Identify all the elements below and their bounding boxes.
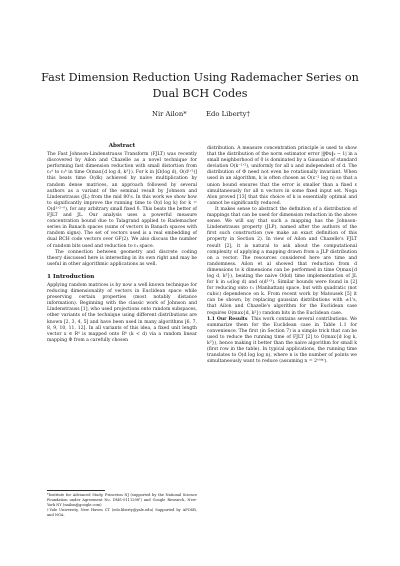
subsection-paragraph	[207, 317, 357, 366]
body-paragraph: It makes sense to abstract the definition of a distribution of mappings that can be used for dimension reduction in the above sense. We will say that such a mapping has the Johnson-Lindenstrauss property (JLP), named after the authors of the first such construction (we make an exact definition of this property in Section 2). In view of Ailon and Chazelle's FJLT result [2], it is natural to ask about the computational complexity of applying a mapping drawn from a JLP distribution on a vector. The resources considered here are time and randomness. Ailon et al showed that reduction from d dimensions to k dimensions can be performed in time O(max{d log d, k³}), beating the naive O(kd) time implementation of JL for k in ω(log d) and o(d¹ᐟ³). Similar bounds were found in [2] for reducing onto ℓ₁ (Manhattan) space, but with quadratic (not cubic) dependence on k. From recent work by Matousek [5] it can be shown, by replacing gaussian distributions with ±1's, that Ailon and Chazelle's algorithm for the Euclidean case requires O(max{d, k²}) random bits in the Euclidean case.	[207, 206, 357, 316]
subsection-heading: 1.1 Our Results	[207, 316, 248, 322]
right-column	[207, 146, 357, 365]
abstract-paragraph: The connection between geometry and discrete coding theory discussed here is interesting in its own right and may be useful in other algorithmic applications as well.	[47, 249, 197, 267]
footnote: *Institute for Advanced Study, Princeton NJ (supported by the National Science Foundation under Agreement No. DMS-0111298¹) and Google Research, New-York NY (nailon@google.com)	[47, 493, 197, 507]
body-text: This work contains several contributions. We summarize them for the Euclidean case in Table 1.1 for convenience. The first (in Section 7) is a simple trick that can be used to reduce the running time of FJLT [2] to O(max{d log k, k³}), hence making it better than the naive algorithm for small k (first row in the table). In typical applications, the running time translates to O(d log log n), where n is the number of points we simultaneously want to reduce (assuming n = 2ᵒ⁽ᵈᵃ⁾).	[207, 316, 357, 365]
footnotes	[47, 490, 197, 518]
author-name: Nir Ailon*	[152, 110, 187, 118]
footnote: †Yale University, New Haven CT (edo.liberty@yale.edu) Supported by AFOSR, and NGA.	[47, 507, 197, 517]
body-paragraph: Applying random matrices is by now a well known technique for reducing dimensionality of vectors in Euclidean space while preserving certain properties (most notably distance information). Beginning with the classic work of Johnson and Lindenstrauss [1], who used projections onto random subspaces, other variants of the technique using different distributions are known [2, 3, 4, 5] and have been used in many algorithms [6, 7, 8, 9, 10, 11, 12]. In all variants of this idea, a fixed unit length vector x ∈ Rᵈ is mapped onto Rᵏ (k < d) via a random linear mapping Φ from a carefully chosen	[47, 282, 197, 343]
author-name: Edo Liberty†	[206, 110, 250, 118]
body-paragraph: distribution. A measure concentration principle is used to show that the distribution of the norm estimator error |‖Φx‖₂ − 1| in a small neighborhood of 0 is dominated by a Gaussian of standard deviation O(k⁻¹ᐟ²), uniformly for all x and independent of d. The distribution of Φ need not even be rotationally invariant. When used in an algorithm, k is often chosen as O(ε⁻² log n) so that a union bound ensures that the error is smaller than a fixed ε simultaneously for all n vectors in some fixed input set. Noga Alon proved [13] that this choice of k is essentially optimal and cannot be significantly reduced.	[207, 146, 357, 206]
left-column	[47, 143, 197, 344]
abstract-heading: Abstract	[108, 143, 136, 149]
abstract-paragraph: The Fast Johnson-Lindenstrauss Transform (FJLT) was recently discovered by Ailon and Chazelle as a novel technique for performing fast dimension reduction with small distortion from ℓ₂ᵈ to ℓ₂ᵏ in time O(max{d log d, k³}). For k in [Ω(log d), O(d¹ᐟ²)] this beats time O(dk) achieved by naive multiplication by random dense matrices, an approach followed by several authors as a variant of the seminal result by Johnson and Lindenstrauss (JL) from the mid 80's. In this work we show how to significantly improve the running time to O(d log k) for k = O(d¹ᐟ²⁻ᵟ), for any arbitrary small fixed δ. This beats the better of FJLT and JL. Our analysis uses a powerful measure concentration bound due to Talagrand applied to Rademacher series in Banach spaces (sums of vectors in Banach spaces with random signs). The set of vectors used is a real embedding of dual BCH code vectors over GF(2). We also discuss the number of random bits used and reduction to ℓ₁ space.	[47, 152, 197, 249]
section-heading: 1 Introduction	[47, 273, 95, 280]
author-list	[0, 110, 400, 122]
paper-title: Fast Dimension Reduction Using Rademacher Series on Dual BCH Codes	[41, 71, 359, 100]
footnote-rule	[47, 490, 105, 491]
